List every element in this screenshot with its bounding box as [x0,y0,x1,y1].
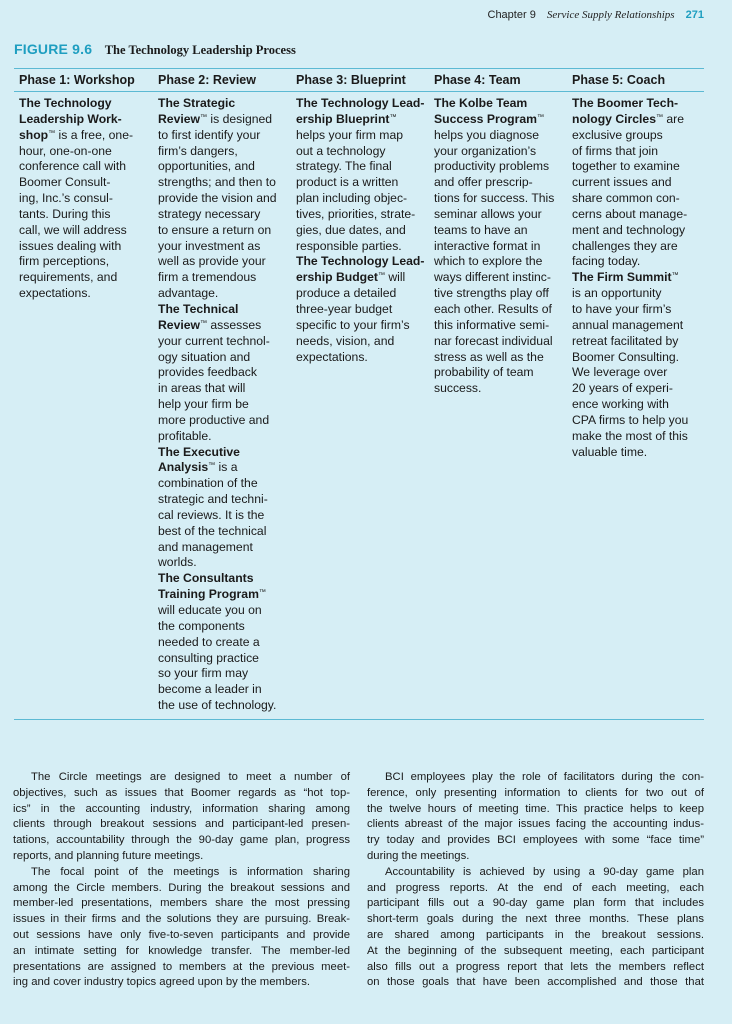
phase-text-line [158,476,292,492]
phase-text-line [158,365,292,381]
program-name-text: The Technology Lead- [296,96,425,110]
phase-text: expectations. [296,349,368,364]
table-header-rule [14,91,704,92]
phase-text-line [158,270,292,286]
phase-text-line [158,508,292,524]
phase-text-line [572,413,706,429]
phase-text-line [158,175,292,191]
phase-header-team: Phase 4: Team [434,73,521,87]
phase-text: worlds. [158,555,197,570]
phase-text-line [434,96,568,112]
phase-text-line [19,175,153,191]
body-text-line: member-led presentations, members share the most pressing [13,897,350,910]
phase-text: the use of technology. [158,698,277,713]
phase-text-line [434,302,568,318]
phase-text-line [572,254,706,270]
program-name-text: Review [158,317,201,332]
phase-header-blueprint: Phase 3: Blueprint [296,73,406,87]
phase-text: is designed [207,111,273,126]
body-text-line: an intimate setting for knowledge transfer. The member-led [13,944,350,957]
phase-text: current issues and [572,175,672,190]
phase-text-line [572,302,706,318]
phase-text: and management [158,539,253,554]
phase-text-line [572,239,706,255]
phase-text: seminar allows your [434,206,542,221]
phase-text: firm perceptions, [19,254,110,269]
phase-text-line [434,239,568,255]
phase-text: together to examine [572,159,680,174]
phase-text-line [296,270,430,286]
phase-text-line [19,159,153,175]
phase-text: your organization’s [434,143,537,158]
phase-text: Boomer Consult- [19,175,111,190]
phase-text-line [19,239,153,255]
phase-text-line [158,429,292,445]
phase-column-review [158,96,292,714]
phase-text-line [572,96,706,112]
phase-text: assesses [207,317,262,332]
phase-column-workshop [19,96,153,302]
phase-text-line [19,254,153,270]
body-text-line: ference, only presenting information to clients for two out of [367,786,704,799]
phase-text: CPA firms to help you [572,412,689,427]
body-text-line: out sessions have only five-to-seven participants and provide [13,928,350,941]
phase-text-line [296,223,430,239]
phase-text: to first identify your [158,127,261,142]
phase-text: hour, one-on-one [19,143,112,158]
phase-text: probability of team [434,365,534,380]
phase-column-coach [572,96,706,460]
phase-text: will educate you on [158,603,262,617]
trademark-mark: ™ [655,113,663,121]
phase-text-line [19,112,153,128]
body-text-line: reports, and planning future meetings. [13,849,204,862]
phase-text: We leverage over [572,365,668,380]
program-name-text: shop [19,127,49,142]
phase-text-line [572,207,706,223]
phase-text: conference call with [19,159,127,174]
body-text-line: The focal point of the meetings is information sharing [31,865,350,878]
body-text-line: during the meetings. [367,849,470,862]
phase-text-line [296,254,430,270]
phase-text-line [19,128,153,144]
program-name-text: The Firm Summit [572,270,672,285]
phase-text-line [434,128,568,144]
phase-text-line [296,286,430,302]
body-text-line: the twelve hours of meeting time. This practice helps to keep [367,802,704,815]
trademark-mark: ™ [200,113,208,121]
phase-text: more productive and [158,412,270,427]
phase-text-line [158,698,292,714]
phase-text: plan including objec- [296,191,408,206]
figure-label: FIGURE 9.6 [14,41,93,57]
body-text-line: on those goals that have been accomplished and those that [367,976,704,989]
phase-text: to have your firm’s [572,301,672,316]
phase-text: teams to have an [434,222,528,237]
body-text-line: and progress reports. At the end of each meeting, each [367,881,704,894]
table-top-rule [14,68,704,69]
phase-text-line [434,286,568,302]
phase-text: helps your firm map [296,127,404,142]
phase-column-team [434,96,568,397]
phase-text-line [572,445,706,461]
phase-text: opportunities, and [158,159,255,174]
phase-text: best of the technical [158,523,267,538]
body-text-left-column [13,770,350,991]
body-text-line: participant fills out a 90-day game plan form that includes [367,897,704,910]
phase-text-line [158,651,292,667]
phase-text-line [434,175,568,191]
phase-text: this informative semi- [434,317,550,332]
phase-text-line [158,302,292,318]
phase-text-line [296,207,430,223]
phase-header-workshop: Phase 1: Workshop [19,73,135,87]
phase-text: stress as well as the [434,349,544,364]
phase-text: in areas that will [158,381,246,396]
phase-text: facing today. [572,254,641,269]
body-text-right-column [367,770,704,991]
body-text-line: BCI employees play the role of facilitators during the con- [385,771,704,783]
phase-text: annual management [572,317,684,332]
program-name-text: The Executive [158,444,240,459]
phase-text-line [158,286,292,302]
phase-text: provide the vision and [158,191,277,206]
program-name-text: The Kolbe Team [434,96,528,110]
phase-text-line [296,350,430,366]
phase-text-line [158,397,292,413]
phase-text-line [434,365,568,381]
phase-text: strategy. The final [296,159,392,174]
phase-text-line [158,159,292,175]
phase-text: is a [215,460,238,475]
program-name-text: ership Budget [296,270,378,285]
phase-text: nar forecast individual [434,333,553,348]
phase-text-line [158,144,292,160]
phase-text-line [296,239,430,255]
phase-text: become a leader in [158,682,262,697]
phase-text: responsible parties. [296,238,402,253]
phase-text-line [19,223,153,239]
phase-text: out a technology [296,143,386,158]
phase-text-line [434,207,568,223]
phase-text-line [158,460,292,476]
body-text-line: also fills out a progress report that lets the members reflect [367,960,704,973]
phase-text: tions for success. This [434,191,555,206]
phase-text: issues dealing with [19,238,122,253]
trademark-mark: ™ [536,113,544,121]
phase-text-line [296,334,430,350]
phase-text-line [19,270,153,286]
phase-text-line [296,302,430,318]
phase-text-line [19,207,153,223]
figure-caption [14,41,296,59]
phase-text: retreat facilitated by [572,333,679,348]
phase-text-line [158,223,292,239]
phase-text: is an opportunity [572,286,662,301]
phase-text-line [572,191,706,207]
body-text-line: At the beginning of the subsequent meeting, each participant [367,944,704,957]
phase-text: valuable time. [572,444,648,459]
phase-text: well as provide your [158,254,266,269]
phase-text-line [434,270,568,286]
trademark-mark: ™ [389,113,397,121]
body-text-line: tations, accountability through the 90-day game plan, progress [13,834,350,847]
phase-text: is a free, one- [55,127,134,142]
phase-text-line [158,254,292,270]
phase-text-line [572,144,706,160]
phase-text: Boomer Consulting. [572,349,680,364]
phase-text: so your firm may [158,666,249,681]
phase-text-line [158,445,292,461]
phase-text: cal reviews. It is the [158,507,265,522]
body-text-line: clients through breakout sessions and participant-led presen- [13,818,350,831]
phase-text-line [296,159,430,175]
phase-text: share common con- [572,191,680,206]
phase-text-line [434,350,568,366]
trademark-mark: ™ [200,319,208,327]
phase-text-line [158,207,292,223]
phase-text: needed to create a [158,634,260,649]
phase-text-line [158,191,292,207]
phase-text-line [572,112,706,128]
phase-text: will [384,270,406,285]
phase-text: ment and technology [572,222,686,237]
phase-column-blueprint [296,96,430,365]
phase-text-line [158,555,292,571]
phase-text: requirements, and [19,270,118,285]
phase-text: product is a written [296,175,399,190]
program-name-text: The Consultants [158,571,254,586]
program-name-text: The Technical [158,301,239,316]
phase-text-line [296,112,430,128]
phase-text: exclusive groups [572,127,663,142]
body-text-line: ics” in the accounting industry, information sharing among [13,802,350,815]
trademark-mark: ™ [208,462,216,470]
phase-text-line [158,334,292,350]
phase-text: ing, Inc.’s consul- [19,191,113,206]
phase-text-line [158,492,292,508]
phase-text: challenges they are [572,238,678,253]
phase-text-line [158,619,292,635]
phase-text-line [572,397,706,413]
phase-text: and offer prescrip- [434,175,533,190]
phase-text: ence working with [572,397,669,412]
phase-text: tives, priorities, strate- [296,206,416,221]
phase-text: tive strengths play off [434,286,549,301]
phase-text-line [158,682,292,698]
phase-text: which to explore the [434,254,543,269]
phase-text-line [434,144,568,160]
phase-text-line [572,350,706,366]
phase-text: each other. Results of [434,301,552,316]
program-name-text: The Strategic [158,96,236,110]
phase-text-line [296,175,430,191]
trademark-mark: ™ [258,589,266,597]
phase-text-line [158,350,292,366]
phase-text-line [434,112,568,128]
phase-text: advantage. [158,286,219,301]
phase-text-line [434,381,568,397]
phase-text: call, we will address [19,222,127,237]
phase-text: cerns about manage- [572,206,688,221]
phase-text-line [572,128,706,144]
phase-text: make the most of this [572,428,688,443]
body-text-line: issues in their firms and the solutions they are pursuing. Break- [13,913,350,926]
trademark-mark: ™ [377,272,385,280]
phase-text-line [572,334,706,350]
body-text-line: clients abreast of the major issues facing the accounting indus- [367,818,704,831]
phase-text: combination of the [158,476,258,491]
phase-text: productivity problems [434,159,550,174]
body-text-line: Accountability is achieved by using a 90-day game plan [385,865,704,878]
phase-text: helps you diagnose [434,127,540,142]
phase-text: expectations. [19,286,91,301]
phase-text-line [158,239,292,255]
table-bottom-rule [14,719,704,720]
phase-text: profitable. [158,428,212,443]
phase-text-line [572,223,706,239]
phase-text: your current technol- [158,333,270,348]
phase-text: strengths; and then to [158,175,276,190]
phase-text: needs, vision, and [296,333,395,348]
program-name-text: Leadership Work- [19,111,122,126]
body-text-line: are shared among participants in the breakout sessions. [367,928,704,941]
phase-header-review: Phase 2: Review [158,73,256,87]
figure-title: The Technology Leadership Process [104,43,296,57]
phase-text-line [158,587,292,603]
phase-text-line [158,524,292,540]
phase-text: help your firm be [158,397,249,412]
page-number: 271 [685,9,704,21]
phase-text: produce a detailed [296,286,397,301]
phase-text-line [158,603,292,619]
phase-text: strategy necessary [158,206,261,221]
phase-text-line [572,175,706,191]
phase-text: consulting practice [158,650,259,665]
phase-text: to ensure a return on [158,222,272,237]
body-text-line: objectives, such as issues that Boomer regards as “hot top- [13,786,350,799]
phase-text: three-year budget [296,301,393,316]
phase-text-line [434,318,568,334]
program-name-text: The Technology [19,96,112,110]
phase-text-line [572,159,706,175]
phase-text-line [158,96,292,112]
phase-text-line [158,540,292,556]
phase-text-line [158,413,292,429]
phase-text: specific to your firm’s [296,317,410,332]
phase-text: ways different instinc- [434,270,551,285]
body-text-line: try today and provides BCI employees with some “face time” [367,834,704,847]
program-name-text: The Technology Lead- [296,254,425,269]
phase-text: firm a tremendous [158,270,257,285]
phase-text-line [572,365,706,381]
phase-text: firm’s dangers, [158,143,238,158]
phase-text-line [158,666,292,682]
program-name-text: nology Circles [572,111,656,126]
phase-text: strategic and techni- [158,492,268,507]
phase-text-line [158,571,292,587]
phase-text-line [19,286,153,302]
phase-text: gies, due dates, and [296,222,406,237]
phase-text-line [434,223,568,239]
chapter-label: Chapter 9 [487,9,536,21]
phase-text-line [158,318,292,334]
phase-text: 20 years of experi- [572,381,673,396]
phase-text: ogy situation and [158,349,251,364]
phase-text: interactive format in [434,238,541,253]
program-name-text: Analysis [158,460,209,475]
body-text-line: presentations are assigned to members at the previous meet- [13,960,350,973]
phase-text-line [572,318,706,334]
phase-text-line [296,144,430,160]
phase-text-line [434,254,568,270]
program-name-text: Review [158,111,201,126]
phase-text-line [434,191,568,207]
phase-text-line [434,334,568,350]
phase-text-line [296,128,430,144]
running-head [488,9,705,21]
phase-text: of firms that join [572,143,659,158]
phase-text-line [296,191,430,207]
body-text-line: ing and cover industry topics agreed upon by the members. [13,976,311,989]
trademark-mark: ™ [48,129,56,137]
phase-text: your investment as [158,238,261,253]
phase-text: tants. During this [19,206,111,221]
phase-text-line [434,159,568,175]
body-text-line: The Circle meetings are designed to meet a number of [31,771,350,783]
body-text-line: short-term goals during the next three months. These plans [367,913,704,926]
body-text-line: among the Circle members. During the breakout sessions and [13,881,350,894]
phase-text-line [572,286,706,302]
phase-text-line [19,144,153,160]
phase-text-line [572,429,706,445]
phase-text-line [158,635,292,651]
phase-text: success. [434,381,482,396]
phase-text-line [158,112,292,128]
phase-header-coach: Phase 5: Coach [572,73,666,87]
program-name-text: Training Program [158,587,259,602]
phase-text-line [158,381,292,397]
section-title: Service Supply Relationships [546,9,675,21]
program-name-text: ership Blueprint [296,111,390,126]
phase-text-line [572,381,706,397]
phase-text-line [19,96,153,112]
phase-text-line [296,318,430,334]
trademark-mark: ™ [671,272,679,280]
program-name-text: The Boomer Tech- [572,96,679,110]
phase-text-line [19,191,153,207]
phase-text: are [662,111,684,126]
phase-text-line [158,128,292,144]
phase-text: the components [158,618,245,633]
phase-text-line [572,270,706,286]
program-name-text: Success Program [434,111,537,126]
phase-text-line [296,96,430,112]
phase-text: provides feedback [158,365,257,380]
